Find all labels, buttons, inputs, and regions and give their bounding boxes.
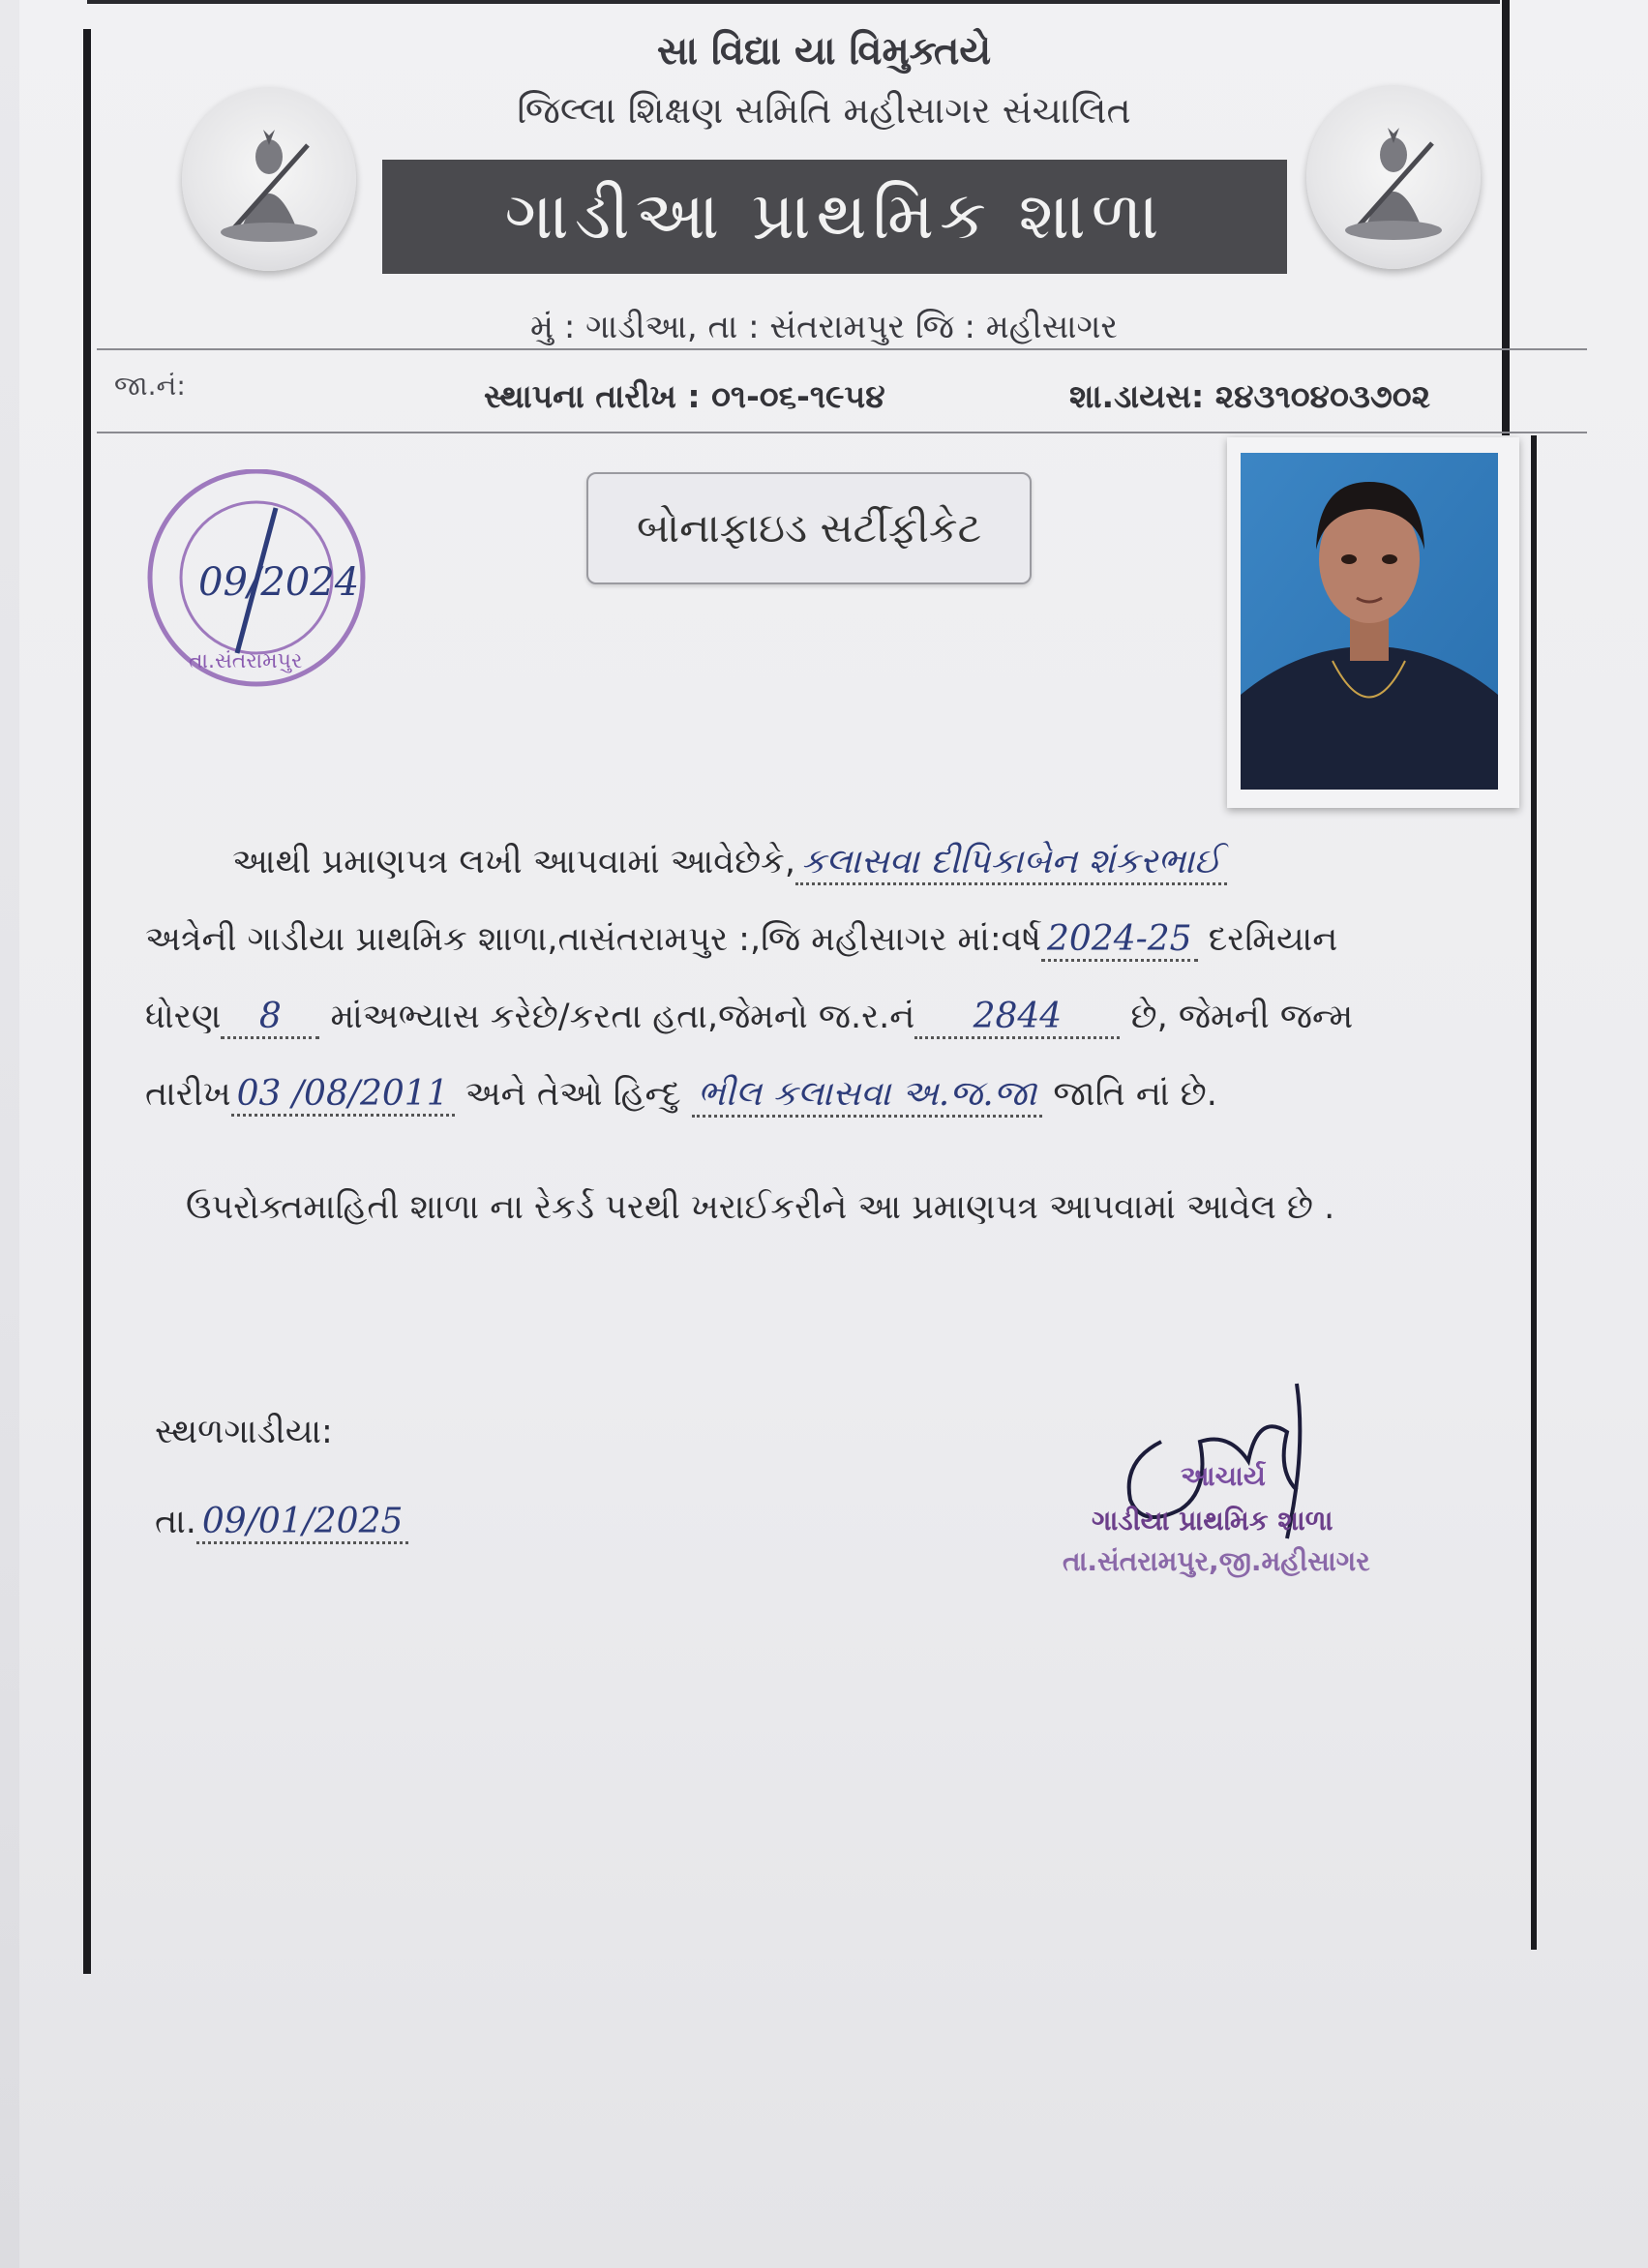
line2-prefix: અત્રેની ગાડીયા પ્રાથમિક શાળા,તાસંતરામપુર :,જિ મહીસાગર માં:વર્ષ: [145, 920, 1041, 959]
body-line-5: ઉપરોક્તમાહિતી શાળા ના રેકર્ડ પરથી ખરાઈકરીને આ પ્રમાણપત્ર આપવામાં આવેલ છે .: [186, 1188, 1335, 1227]
line4-mid: અને તેઓ હિન્દુ: [464, 1075, 681, 1114]
issue-date: 09/01/2025: [196, 1502, 409, 1544]
round-stamp: [131, 469, 387, 701]
caste: ભીલ કલાસવા અ.જ.જા: [692, 1074, 1042, 1118]
body-line-2: [145, 919, 1337, 962]
header-divider-2: [97, 432, 1587, 433]
birth-date: 03 /08/2011: [231, 1074, 455, 1117]
line3-mid: માંઅભ્યાસ કરેછે/કરતા હતા,જેમનો જ.ર.નં: [330, 998, 915, 1036]
place-label: સ્થળગાડીયા:: [155, 1413, 333, 1451]
standard: 8: [221, 997, 319, 1039]
register-number: 2844: [914, 997, 1120, 1039]
school-motto: સા વિદ્યા યા વિમુક્તયે: [656, 29, 992, 74]
dise-code: શા.ડાયસ: ૨૪૩૧૦૪૦૩૭૦૨: [1069, 377, 1431, 415]
student-photo: [1241, 453, 1498, 790]
body-line-1: [232, 842, 1227, 885]
frame-right-lower: [1531, 435, 1537, 1950]
date-line: [155, 1502, 408, 1544]
line4-suffix: જાતિ નાં છે.: [1053, 1075, 1217, 1114]
signatory-title: આચાર્ય: [1181, 1460, 1266, 1492]
signatory-address: તા.સંતરામપુર,જી.મહીસાગર: [1063, 1545, 1370, 1577]
student-name: કલાસવા દીપિકાબેન શંકરભાઈ: [795, 842, 1227, 885]
body-line-4: [145, 1074, 1217, 1118]
date-label: તા.: [155, 1503, 196, 1541]
line4-prefix: તારીખ: [145, 1075, 231, 1114]
stamp-date: 09/2024: [198, 560, 360, 605]
signatory-school: ગાડીયા પ્રાથમિક શાળા: [1092, 1505, 1333, 1537]
ja-no-label: જા.નં:: [114, 370, 186, 402]
header-divider-1: [97, 348, 1587, 350]
academic-year: 2024-25: [1041, 919, 1198, 962]
school-name-banner: [382, 160, 1287, 274]
school-address: મું : ગાડીઆ, તા : સંતરામપુર જિ : મહીસાગર: [530, 308, 1118, 346]
body-line-3: [145, 997, 1353, 1039]
school-name: ગાડીઆ પ્રાથમિક શાળા: [504, 178, 1165, 254]
student-photo-frame: [1227, 437, 1519, 808]
line2-suffix: દરમિયાન: [1208, 920, 1338, 959]
certificate-title-text: બોનાફાઇડ સર્ટીફીકેટ: [636, 504, 982, 552]
frame-top: [87, 0, 1500, 4]
stamp-seal-icon: [131, 469, 387, 701]
certificate-title: [586, 472, 1032, 584]
line3-prefix: ધોરણ: [145, 998, 222, 1036]
line1-prefix: આથી પ્રમાણપત્ર લખી આપવામાં આવેછેકે,: [232, 843, 795, 881]
stamp-place: તા.સંતરામપુર: [189, 649, 303, 673]
established-date: સ્થાપના તારીખ : ૦૧-૦૬-૧૯૫૪: [484, 377, 885, 415]
committee-line: જિલ્લા શિક્ષણ સમિતિ મહીસાગર સંચાલિત: [517, 89, 1131, 132]
line3-suffix: છે, જેમની જન્મ: [1130, 998, 1354, 1036]
